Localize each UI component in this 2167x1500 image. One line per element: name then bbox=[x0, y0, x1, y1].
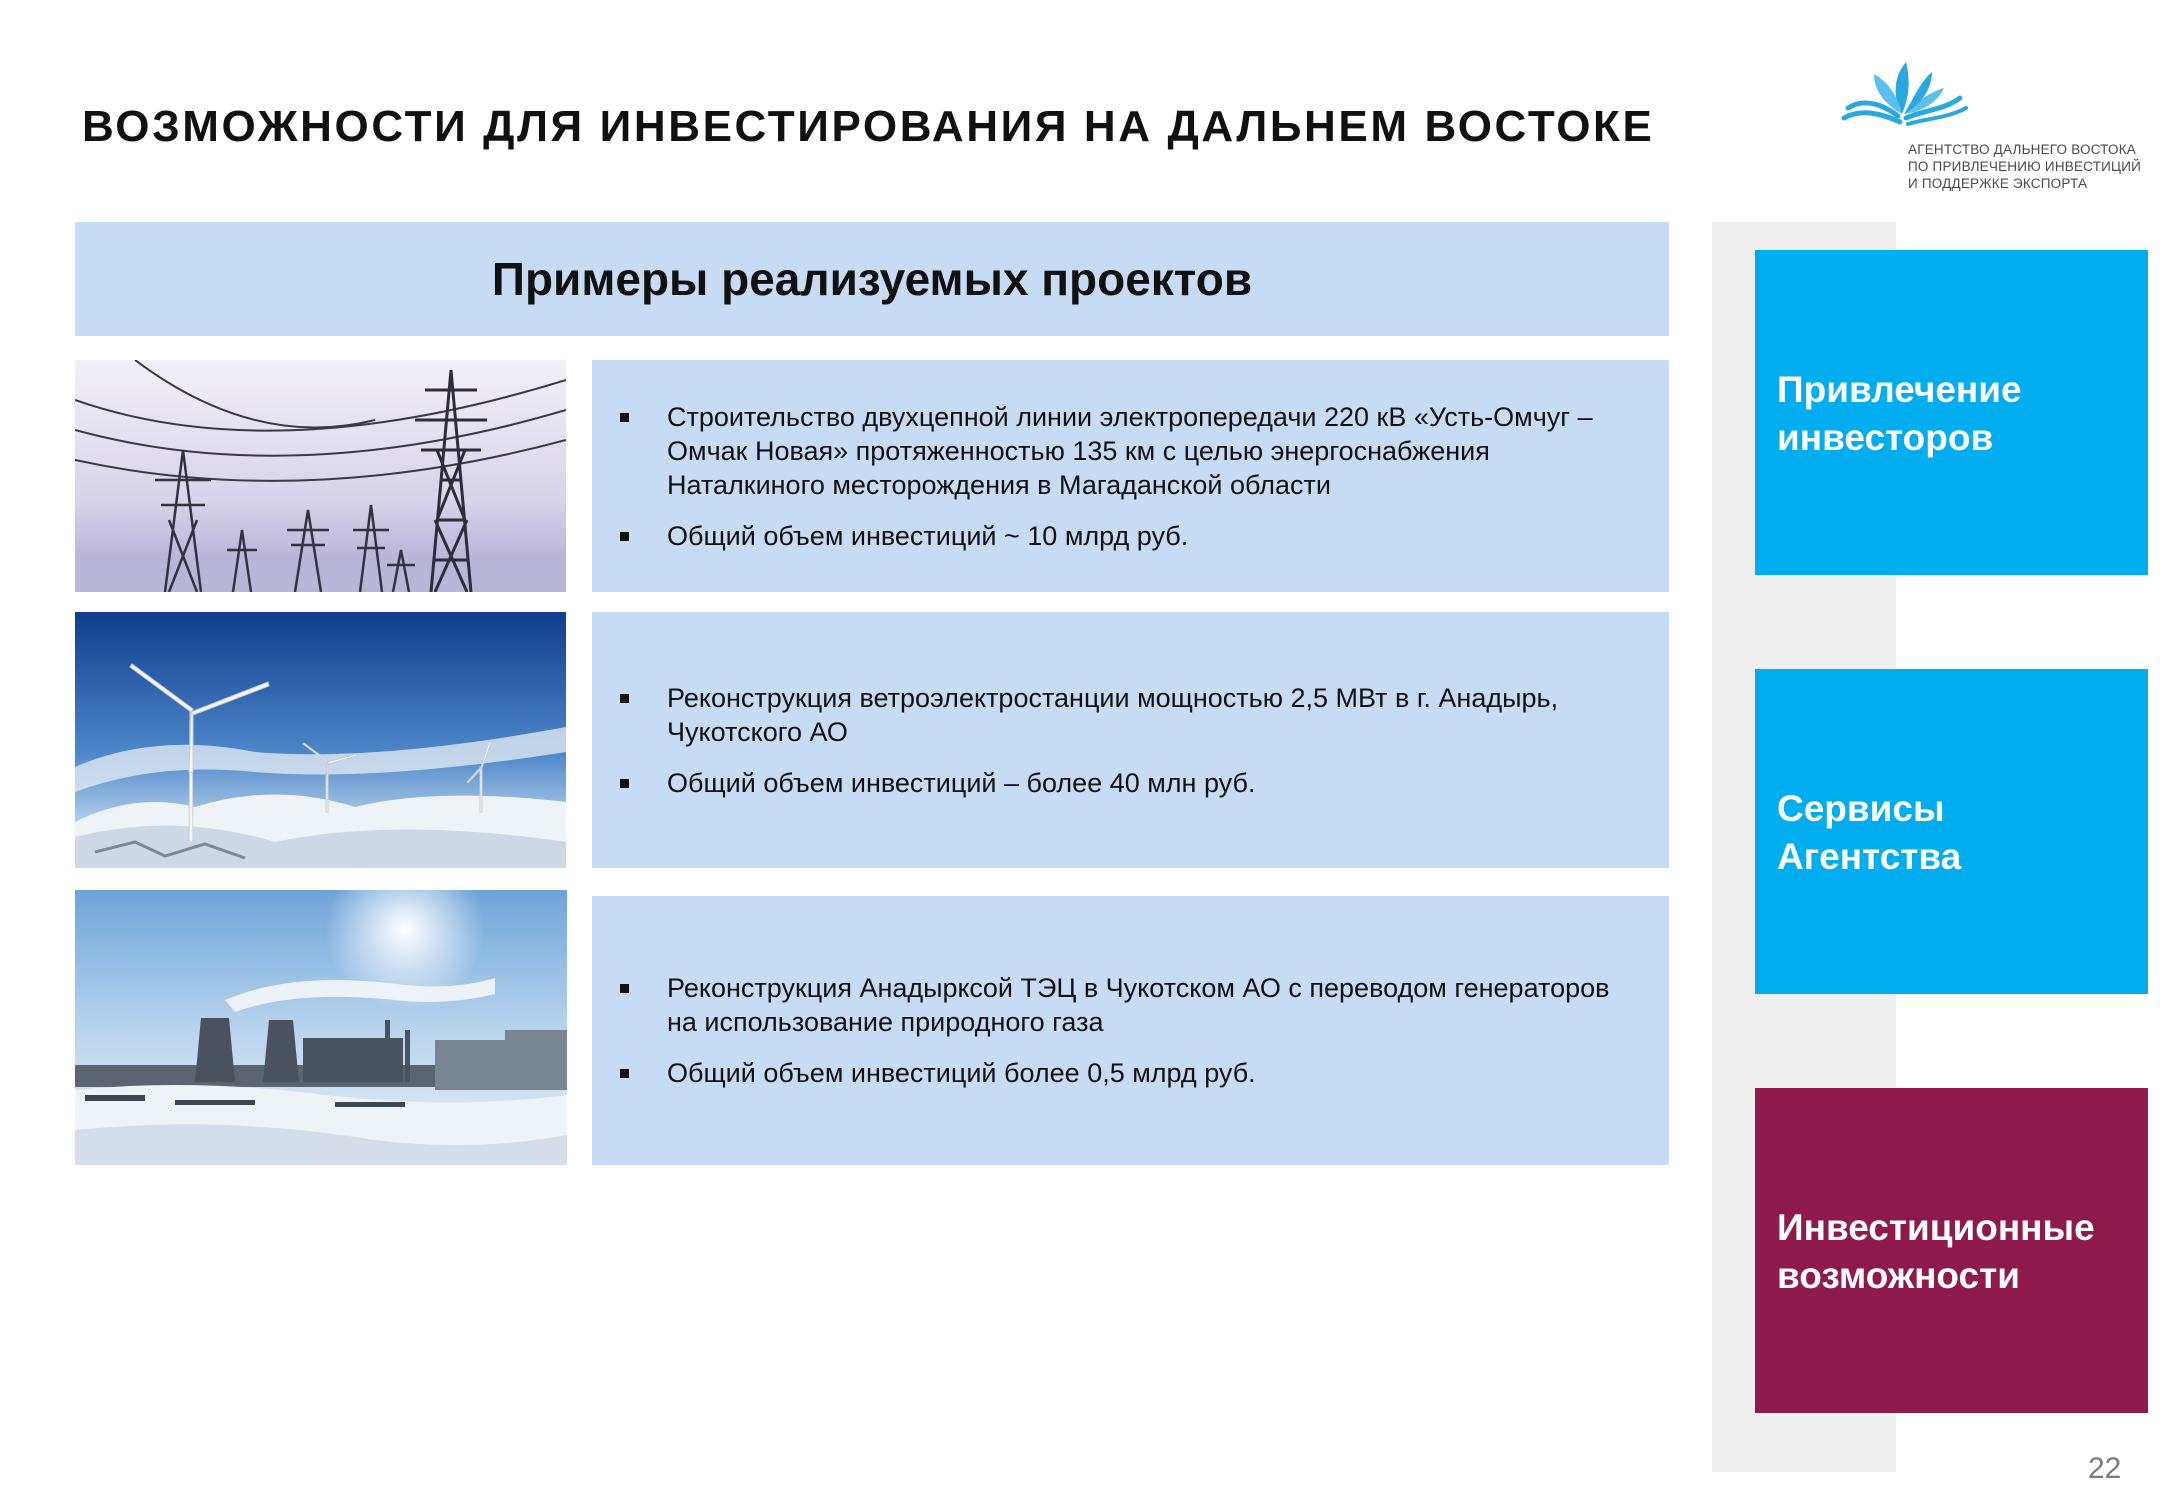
project-bullet bbox=[610, 681, 1639, 749]
nav-label: Привлечение bbox=[1777, 369, 2022, 410]
nav-label: возможности bbox=[1777, 1255, 2020, 1296]
logo-text bbox=[1908, 141, 2148, 192]
logo-line: АГЕНТСТВО ДАЛЬНЕГО ВОСТОКА bbox=[1908, 142, 2136, 157]
nav-attract-investors[interactable] bbox=[1755, 250, 2148, 575]
project-card bbox=[592, 360, 1669, 592]
nav-label: Сервисы bbox=[1777, 788, 1945, 829]
bullet-square-icon bbox=[620, 532, 629, 541]
lotus-logo-icon bbox=[1840, 56, 1980, 136]
project-bullet bbox=[610, 400, 1639, 502]
nav-label: Агентства bbox=[1777, 836, 1962, 877]
bullet-text: Общий объем инвестиций ~ 10 млрд руб. bbox=[667, 520, 1189, 551]
slide-title: ВОЗМОЖНОСТИ ДЛЯ ИНВЕСТИРОВАНИЯ НА ДАЛЬНЕМ ВОСТОКЕ bbox=[82, 102, 1655, 151]
project-card bbox=[592, 612, 1669, 868]
bullet-text: Общий объем инвестиций – более 40 млн руб. bbox=[667, 767, 1256, 798]
bullet-text: Общий объем инвестиций более 0,5 млрд руб. bbox=[667, 1058, 1256, 1088]
nav-investment-opportunities[interactable] bbox=[1755, 1088, 2148, 1413]
project-bullet bbox=[610, 971, 1639, 1039]
bullet-square-icon bbox=[620, 694, 629, 703]
project-bullet bbox=[610, 519, 1639, 553]
bullet-text: Реконструкция Анадыркcой ТЭЦ в Чукотском АО с переводом генераторов на использование природного газа bbox=[667, 973, 1610, 1037]
bullet-square-icon bbox=[620, 1069, 629, 1078]
bullet-square-icon bbox=[620, 984, 629, 993]
thermal-power-plant-photo bbox=[75, 890, 567, 1165]
section-header: Примеры реализуемых проектов bbox=[75, 222, 1669, 336]
bullet-text: Строительство двухцепной линии электропередачи 220 кВ «Усть-Омчуг – Омчак Новая» протяженностью 135 км с целью энергоснабжения Наталкиного месторождения в Магаданской области bbox=[667, 401, 1593, 500]
wind-turbines-photo bbox=[75, 612, 566, 868]
agency-logo bbox=[1840, 56, 2140, 196]
bullet-square-icon bbox=[620, 779, 629, 788]
project-card bbox=[592, 896, 1669, 1165]
project-bullet bbox=[610, 1056, 1639, 1090]
power-lines-photo bbox=[75, 360, 566, 592]
nav-label: Инвестиционные bbox=[1777, 1207, 2095, 1248]
project-bullet bbox=[610, 766, 1639, 800]
page-number: 22 bbox=[2088, 1452, 2122, 1485]
logo-line: И ПОДДЕРЖКЕ ЭКСПОРТА bbox=[1908, 176, 2088, 191]
bullet-text: Реконструкция ветроэлектростанции мощностью 2,5 МВт в г. Анадырь, Чукотского АО bbox=[667, 682, 1559, 747]
nav-agency-services[interactable] bbox=[1755, 669, 2148, 994]
bullet-square-icon bbox=[620, 413, 629, 422]
logo-line: ПО ПРИВЛЕЧЕНИЮ ИНВЕСТИЦИЙ bbox=[1908, 159, 2142, 174]
nav-label: инвесторов bbox=[1777, 417, 1994, 458]
